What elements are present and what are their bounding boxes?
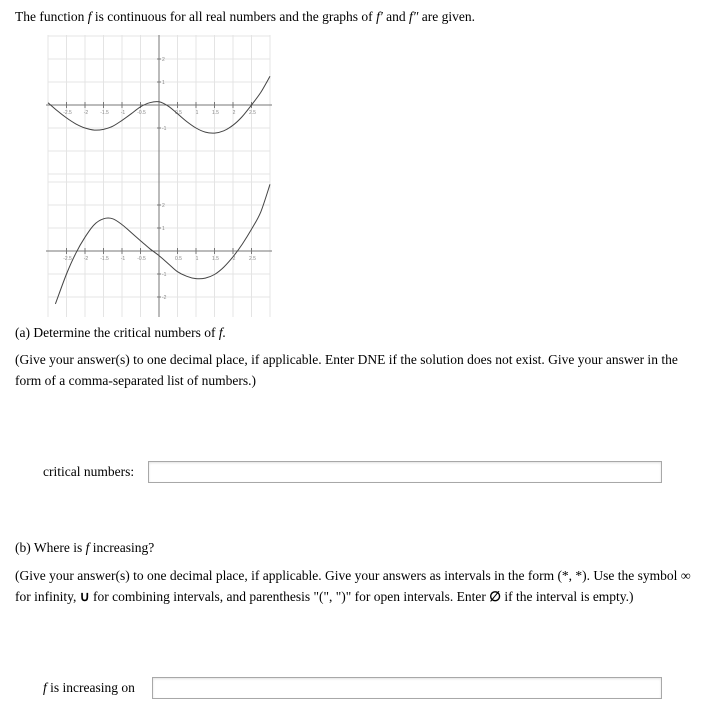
intro-function-symbol: f: [87, 9, 92, 24]
intro-fprime-symbol: f′: [376, 9, 383, 24]
part-b-instructions-3: for combining intervals, and parenthesis "(", ")" for open intervals. Enter: [93, 589, 486, 604]
part-b-prompt-suffix: increasing?: [92, 540, 155, 555]
infinity-symbol: ∞: [680, 568, 691, 583]
increasing-label: [43, 678, 135, 698]
y-tick-label: 2: [162, 203, 165, 209]
increasing-label-function-symbol: f: [43, 680, 47, 695]
increasing-intervals-input[interactable]: [152, 677, 662, 699]
x-tick-label: 2: [232, 110, 236, 116]
x-tick-label: 2.5: [249, 110, 256, 116]
x-tick-label: -2.5: [63, 256, 72, 262]
x-tick-label: 1.5: [212, 110, 219, 116]
part-a-function-symbol: f.: [218, 325, 227, 340]
x-tick-label: -1: [120, 110, 126, 116]
intro-mid: is continuous for all real numbers and the graphs of: [94, 9, 373, 24]
x-tick-label: -0.5: [137, 110, 146, 116]
x-tick-label: -2.5: [63, 110, 72, 116]
part-b-instructions-2: for infinity,: [15, 589, 77, 604]
y-tick-label: -1: [162, 272, 167, 278]
x-tick-label: 1: [195, 110, 199, 116]
intro-and: and: [386, 9, 406, 24]
x-tick-label: -1: [120, 256, 126, 262]
x-tick-label: 1.5: [212, 256, 219, 262]
y-tick-label: 1: [162, 226, 165, 232]
question-intro: [15, 7, 475, 27]
part-b-prompt-prefix: (b) Where is: [15, 540, 83, 555]
derivative-graphs: [40, 32, 280, 322]
part-b-prompt: [15, 538, 154, 558]
fdoubleprime-chart: [46, 172, 272, 317]
part-a-prompt: [15, 323, 226, 343]
x-tick-label: -2: [83, 256, 89, 262]
part-b-function-symbol: f: [85, 540, 90, 555]
y-tick-label: 2: [162, 57, 165, 63]
x-tick-label: -1.5: [100, 110, 109, 116]
empty-set-symbol: ∅: [489, 589, 501, 604]
x-tick-label: -1.5: [100, 256, 109, 262]
x-tick-label: 0.5: [175, 110, 182, 116]
intro-fdoubleprime-symbol: f″: [409, 9, 419, 24]
critical-numbers-input[interactable]: [148, 461, 662, 483]
part-b-instructions: [15, 565, 705, 607]
union-symbol: ∪: [79, 589, 90, 604]
critical-numbers-label: critical numbers:: [43, 464, 135, 479]
x-tick-label: 2.5: [249, 256, 256, 262]
part-a-prompt-text: (a) Determine the critical numbers of: [15, 325, 216, 340]
x-tick-label: 1: [195, 256, 199, 262]
x-tick-label: 2: [232, 256, 236, 262]
y-tick-label: -1: [162, 126, 167, 132]
x-tick-label: -2: [83, 110, 89, 116]
intro-prefix: The function: [15, 9, 85, 24]
y-tick-label: 1: [162, 80, 165, 86]
part-b-instructions-1: (Give your answer(s) to one decimal place, if applicable. Give your answers as intervals in the form (*, *). Use the symbol: [15, 568, 678, 583]
y-tick-label: -2: [162, 295, 167, 301]
part-b-instructions-4: if the interval is empty.): [504, 589, 634, 604]
intro-suffix: are given.: [421, 9, 476, 24]
increasing-label-text: is increasing on: [50, 680, 135, 695]
part-a-instructions: (Give your answer(s) to one decimal place, if applicable. Enter DNE if the solution does not exist. Give your answer in the form of a comma-separated list of numbers.): [15, 352, 678, 388]
fprime-chart: [46, 35, 272, 177]
x-tick-label: -0.5: [137, 256, 146, 262]
x-tick-label: 0.5: [175, 256, 182, 262]
